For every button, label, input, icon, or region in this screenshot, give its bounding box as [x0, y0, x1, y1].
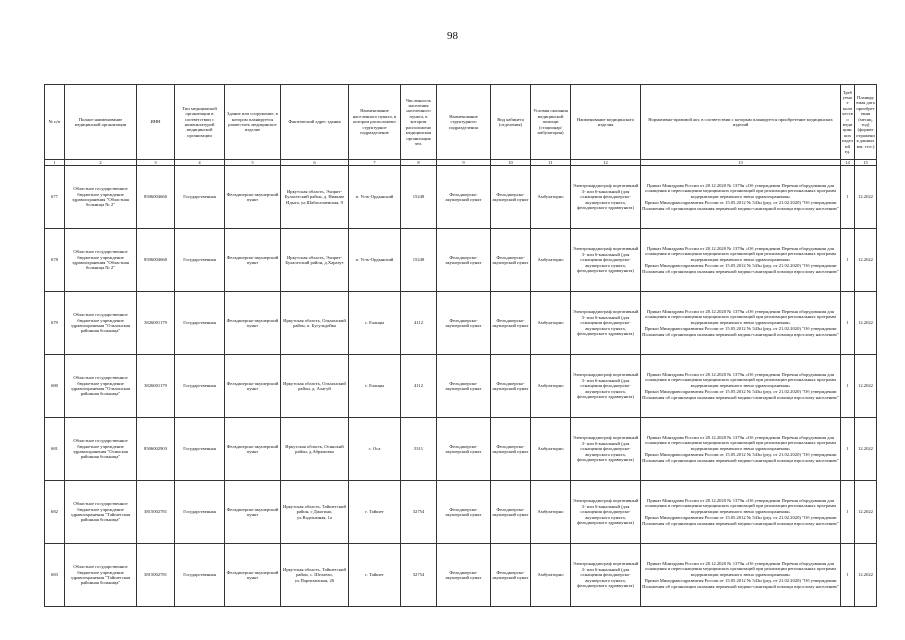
quantity-cell: 1 — [841, 418, 855, 481]
care-conditions-cell: Амбулаторно — [531, 292, 571, 355]
table-row — [45, 418, 877, 481]
inn-cell: 3826001179 — [137, 292, 175, 355]
table-row — [45, 229, 877, 292]
quantity-cell: 1 — [841, 166, 855, 229]
population-cell: 15248 — [401, 229, 437, 292]
column-number: 8 — [401, 160, 437, 166]
table-row — [45, 166, 877, 229]
legal-act-paragraph: Приказ Минздравсоцразвития России от 15.05.2012 № 543н (ред. от 21.02.2020) "Об утверждении Положения об организации оказания первичной медико-санитарной помощи взрослому населению" — [642, 326, 839, 337]
purchase-date-cell: 12.2022 — [855, 481, 877, 544]
col-header-conditions: Условия оказания медицинской помощи (стационар/амбулатория) — [531, 85, 571, 160]
locality-cell: г. Тайшет — [349, 544, 401, 607]
organization-type-cell: Государственная — [175, 481, 225, 544]
structural-unit-cell: Фельдшерско-акушерский пункт — [437, 292, 491, 355]
table-row — [45, 481, 877, 544]
structural-unit-cell: Фельдшерско-акушерский пункт — [437, 544, 491, 607]
inn-cell: 8506004660 — [137, 229, 175, 292]
organization-type-cell: Государственная — [175, 544, 225, 607]
row-number-cell: 680 — [45, 355, 65, 418]
row-number-cell: 682 — [45, 481, 65, 544]
inn-cell: 3826001179 — [137, 355, 175, 418]
medical-device-cell: Электрокардиограф портативный 3- или 6-канальный (для оснащения фельдшерско-акушерского пункта, фельдшерского здравпункта) — [571, 229, 641, 292]
care-conditions-cell: Амбулаторно — [531, 229, 571, 292]
column-number: 14 — [841, 160, 855, 166]
legal-act-cell — [641, 418, 841, 481]
locality-cell: с. Оса — [349, 418, 401, 481]
cabinet-type-cell: Фельдшерско-акушерский пункт — [491, 166, 531, 229]
organization-name-cell: Областное государственное бюджетное учреждение здравоохранения "Осинская районная больница" — [65, 418, 137, 481]
address-cell: Иркутская область, Ольхонский район, д. Алагуй — [281, 355, 349, 418]
col-header-unit: Наименование структурного подразделения — [437, 85, 491, 160]
cabinet-type-cell: Фельдшерско-акушерский пункт — [491, 544, 531, 607]
purchase-date-cell: 12.2022 — [855, 292, 877, 355]
table-row — [45, 544, 877, 607]
medical-device-cell: Электрокардиограф портативный 3- или 6-канальный (для оснащения фельдшерско-акушерского пункта, фельдшерского здравпункта) — [571, 166, 641, 229]
quantity-cell: 1 — [841, 292, 855, 355]
locality-cell: с. Еланцы — [349, 292, 401, 355]
col-header-qty: Требуемое количество медицинских изделий ед. — [841, 85, 855, 160]
population-cell: 32754 — [401, 481, 437, 544]
column-number: 9 — [437, 160, 491, 166]
building-cell: Фельдшерско-акушерский пункт — [225, 481, 281, 544]
legal-act-paragraph: Приказ Минздрава России от 28.12.2020 № 1379н «Об утверждении Перечня оборудования для оснащения и переоснащения медицинских организаций при реализации региональных программ модернизации первичного звена здравоохранения» — [645, 245, 836, 262]
column-number: 10 — [491, 160, 531, 166]
purchase-date-cell: 12.2022 — [855, 355, 877, 418]
organization-name-cell: Областное государственное бюджетное учреждение здравоохранения "Тайшетская районная больница" — [65, 544, 137, 607]
col-header-cabinet: Вид кабинета (отделения) — [491, 85, 531, 160]
address-cell: Иркутская область, Эхирит-Булагатский район, д.Харазут — [281, 229, 349, 292]
structural-unit-cell: Фельдшерско-акушерский пункт — [437, 481, 491, 544]
column-number: 11 — [531, 160, 571, 166]
structural-unit-cell: Фельдшерско-акушерский пункт — [437, 166, 491, 229]
legal-act-cell — [641, 544, 841, 607]
structural-unit-cell: Фельдшерско-акушерский пункт — [437, 418, 491, 481]
column-number: 3 — [137, 160, 175, 166]
organization-name-cell: Областное государственное бюджетное учреждение здравоохранения "Областная больница № 2" — [65, 229, 137, 292]
building-cell: Фельдшерско-акушерский пункт — [225, 355, 281, 418]
building-cell: Фельдшерско-акушерский пункт — [225, 544, 281, 607]
column-number: 1 — [45, 160, 65, 166]
column-number: 7 — [349, 160, 401, 166]
purchase-date-cell: 12.2022 — [855, 229, 877, 292]
legal-act-paragraph: Приказ Минздравсоцразвития России от 15.05.2012 № 543н (ред. от 21.02.2020) "Об утверждении Положения об организации оказания первичной медико-санитарной помощи взрослому населению" — [642, 200, 839, 211]
col-header-type: Тип медицинской организации в соответствии с номенклатурой медицинской организации — [175, 85, 225, 160]
col-header-legal: Нормативно-правовой акт, в соответствии с которым планируется приобретение медицинских изделий — [641, 85, 841, 160]
col-header-locality: Наименование населенного пункта, в котором расположено структурное подразделение — [349, 85, 401, 160]
col-header-num: № п/п — [45, 85, 65, 160]
legal-act-paragraph: Приказ Минздрава России от 28.12.2020 № 1379н «Об утверждении Перечня оборудования для оснащения и переоснащения медицинских организаций при реализации региональных программ модернизации первичного звена здравоохранения» — [645, 182, 836, 199]
column-number: 5 — [225, 160, 281, 166]
col-header-date: Планируемая дата приобретения (месяц, год) (формат отражения данных мм. гггг.) — [855, 85, 877, 160]
column-number: 13 — [641, 160, 841, 166]
quantity-cell: 1 — [841, 544, 855, 607]
row-number-cell: 683 — [45, 544, 65, 607]
legal-act-paragraph: Приказ Минздравсоцразвития России от 15.05.2012 № 543н (ред. от 21.02.2020) "Об утверждении Положения об организации оказания первичной медико-санитарной помощи взрослому населению" — [642, 263, 839, 274]
locality-cell: г. Тайшет — [349, 481, 401, 544]
col-header-building: Здание или сооружение, в котором планируется разместить медицинское изделие — [225, 85, 281, 160]
medical-device-cell: Электрокардиограф портативный 3- или 6-канальный (для оснащения фельдшерско-акушерского пункта, фельдшерского здравпункта) — [571, 355, 641, 418]
locality-cell: п. Усть-Ордынский — [349, 229, 401, 292]
address-cell: Иркутская область, Тайшетский район, с. Шелаево, ул.Партизанская, 26 — [281, 544, 349, 607]
col-header-inn: ИНН — [137, 85, 175, 160]
purchase-date-cell: 12.2022 — [855, 166, 877, 229]
cabinet-type-cell: Фельдшерско-акушерский пункт — [491, 418, 531, 481]
building-cell: Фельдшерско-акушерский пункт — [225, 166, 281, 229]
row-number-cell: 678 — [45, 229, 65, 292]
legal-act-paragraph: Приказ Минздрава России от 28.12.2020 № 1379н «Об утверждении Перечня оборудования для оснащения и переоснащения медицинских организаций при реализации региональных программ модернизации первичного звена здравоохранения» — [645, 434, 836, 451]
cabinet-type-cell: Фельдшерско-акушерский пункт — [491, 229, 531, 292]
legal-act-paragraph: Приказ Минздравсоцразвития России от 15.05.2012 № 543н (ред. от 21.02.2020) "Об утверждении Положения об организации оказания первичной медико-санитарной помощи взрослому населению" — [642, 515, 839, 526]
population-cell: 32754 — [401, 544, 437, 607]
col-header-device: Наименование медицинского изделия — [571, 85, 641, 160]
table-row — [45, 292, 877, 355]
organization-name-cell: Областное государственное бюджетное учреждение здравоохранения "Тайшетская районная больница" — [65, 481, 137, 544]
legal-act-cell — [641, 166, 841, 229]
address-cell: Иркутская область, Осинский район, д.Абрамовка — [281, 418, 349, 481]
organization-name-cell: Областное государственное бюджетное учреждение здравоохранения "Ольхонская районная больница" — [65, 292, 137, 355]
quantity-cell: 1 — [841, 481, 855, 544]
column-number: 15 — [855, 160, 877, 166]
address-cell: Иркутская область, Эхирит-Булагатский район, д. Нижние Идыга, ул.Шабагалаевская, 9 — [281, 166, 349, 229]
building-cell: Фельдшерско-акушерский пункт — [225, 292, 281, 355]
legal-act-cell — [641, 229, 841, 292]
structural-unit-cell: Фельдшерско-акушерский пункт — [437, 355, 491, 418]
col-header-address: Фактический адрес здания — [281, 85, 349, 160]
legal-act-paragraph: Приказ Минздравсоцразвития России от 15.05.2012 № 543н (ред. от 21.02.2020) "Об утверждении Положения об организации оказания первичной медико-санитарной помощи взрослому населению" — [642, 578, 839, 589]
quantity-cell: 1 — [841, 355, 855, 418]
inn-cell: 8506004660 — [137, 166, 175, 229]
page-number: 98 — [447, 30, 458, 42]
legal-act-paragraph: Приказ Минздравсоцразвития России от 15.05.2012 № 543н (ред. от 21.02.2020) "Об утверждении Положения об организации оказания первичной медико-санитарной помощи взрослому населению" — [642, 389, 839, 400]
column-number: 12 — [571, 160, 641, 166]
organization-type-cell: Государственная — [175, 292, 225, 355]
building-cell: Фельдшерско-акушерский пункт — [225, 418, 281, 481]
legal-act-paragraph: Приказ Минздрава России от 28.12.2020 № 1379н «Об утверждении Перечня оборудования для оснащения и переоснащения медицинских организаций при реализации региональных программ модернизации первичного звена здравоохранения» — [645, 560, 836, 577]
row-number-cell: 677 — [45, 166, 65, 229]
population-cell: 15248 — [401, 166, 437, 229]
row-number-cell: 681 — [45, 418, 65, 481]
population-cell: 4112 — [401, 292, 437, 355]
col-header-org: Полное наименование медицинской организации — [65, 85, 137, 160]
table-body — [45, 166, 877, 607]
legal-act-cell — [641, 292, 841, 355]
address-cell: Иркутская область, Ольхонский район, п. Бугульдейка — [281, 292, 349, 355]
locality-cell: с. Еланцы — [349, 355, 401, 418]
care-conditions-cell: Амбулаторно — [531, 481, 571, 544]
legal-act-paragraph: Приказ Минздравсоцразвития России от 15.05.2012 № 543н (ред. от 21.02.2020) "Об утверждении Положения об организации оказания первичной медико-санитарной помощи взрослому населению" — [642, 452, 839, 463]
population-cell: 5311 — [401, 418, 437, 481]
quantity-cell: 1 — [841, 229, 855, 292]
cabinet-type-cell: Фельдшерско-акушерский пункт — [491, 292, 531, 355]
care-conditions-cell: Амбулаторно — [531, 166, 571, 229]
col-header-population: Численность населения населенного пункта, в котором расположено медицинская организация чел. — [401, 85, 437, 160]
legal-act-cell — [641, 481, 841, 544]
legal-act-cell — [641, 355, 841, 418]
care-conditions-cell: Амбулаторно — [531, 544, 571, 607]
medical-device-cell: Электрокардиограф портативный 3- или 6-канальный (для оснащения фельдшерско-акушерского пункта, фельдшерского здравпункта) — [571, 418, 641, 481]
organization-name-cell: Областное государственное бюджетное учреждение здравоохранения "Областная больница № 2" — [65, 166, 137, 229]
medical-device-cell: Электрокардиограф портативный 3- или 6-канальный (для оснащения фельдшерско-акушерского пункта, фельдшерского здравпункта) — [571, 292, 641, 355]
building-cell: Фельдшерско-акушерский пункт — [225, 229, 281, 292]
care-conditions-cell: Амбулаторно — [531, 355, 571, 418]
cabinet-type-cell: Фельдшерско-акушерский пункт — [491, 481, 531, 544]
cabinet-type-cell: Фельдшерско-акушерский пункт — [491, 355, 531, 418]
row-number-cell: 679 — [45, 292, 65, 355]
care-conditions-cell: Амбулаторно — [531, 418, 571, 481]
organization-type-cell: Государственная — [175, 166, 225, 229]
legal-act-paragraph: Приказ Минздрава России от 28.12.2020 № 1379н «Об утверждении Перечня оборудования для оснащения и переоснащения медицинских организаций при реализации региональных программ модернизации первичного звена здравоохранения» — [645, 371, 836, 388]
organization-type-cell: Государственная — [175, 418, 225, 481]
table-row — [45, 355, 877, 418]
header-row — [45, 85, 877, 160]
address-cell: Иркутская область, Тайшетский район, с Джогино, ул.Водокачная, 1а — [281, 481, 349, 544]
inn-cell: 8506002903 — [137, 418, 175, 481]
structural-unit-cell: Фельдшерско-акушерский пункт — [437, 229, 491, 292]
legal-act-paragraph: Приказ Минздрава России от 28.12.2020 № 1379н «Об утверждении Перечня оборудования для оснащения и переоснащения медицинских организаций при реализации региональных программ модернизации первичного звена здравоохранения» — [645, 308, 836, 325]
equipment-table — [44, 84, 877, 607]
population-cell: 4112 — [401, 355, 437, 418]
organization-name-cell: Областное государственное бюджетное учреждение здравоохранения "Ольхонская районная больница" — [65, 355, 137, 418]
column-number: 2 — [65, 160, 137, 166]
purchase-date-cell: 12.2022 — [855, 418, 877, 481]
purchase-date-cell: 12.2022 — [855, 544, 877, 607]
organization-type-cell: Государственная — [175, 355, 225, 418]
inn-cell: 3815002781 — [137, 481, 175, 544]
column-number: 6 — [281, 160, 349, 166]
inn-cell: 3815002781 — [137, 544, 175, 607]
organization-type-cell: Государственная — [175, 229, 225, 292]
column-number: 4 — [175, 160, 225, 166]
locality-cell: п. Усть-Ордынский — [349, 166, 401, 229]
legal-act-paragraph: Приказ Минздрава России от 28.12.2020 № 1379н «Об утверждении Перечня оборудования для оснащения и переоснащения медицинских организаций при реализации региональных программ модернизации первичного звена здравоохранения» — [645, 497, 836, 514]
medical-device-cell: Электрокардиограф портативный 3- или 6-канальный (для оснащения фельдшерско-акушерского пункта, фельдшерского здравпункта) — [571, 481, 641, 544]
medical-device-cell: Электрокардиограф портативный 3- или 6-канальный (для оснащения фельдшерско-акушерского пункта, фельдшерского здравпункта) — [571, 544, 641, 607]
